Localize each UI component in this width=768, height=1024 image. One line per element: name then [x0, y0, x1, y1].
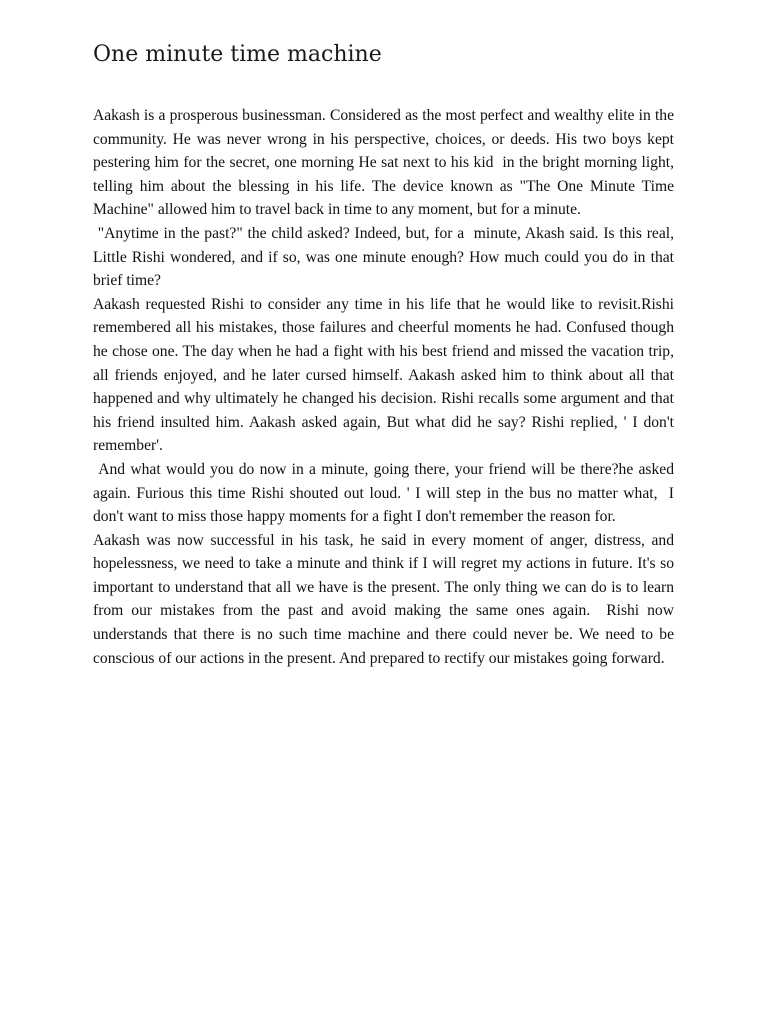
story-paragraph: Aakash was now successful in his task, he said in every moment of anger, distress, and hopelessness, we need to take a minute and think if I will regret my actions in future. It's so important to understand that all we have is the present. The only thing we can do is to learn from our mistakes from the past and avoid making the same ones again. Rishi now understands that there is no such time machine and there could never be. We need to be conscious of our actions in the present. And prepared to rectify our mistakes going forward. — [93, 531, 678, 667]
story-paragraph: "Anytime in the past?" the child asked? Indeed, but, for a minute, Akash said. Is this real, Little Rishi wondered, and if so, was one minute enough? How much could you do in that brief time? — [93, 224, 678, 290]
story-paragraph: Aakash requested Rishi to consider any time in his life that he would like to revisit.Rishi remembered all his mistakes, those failures and cheerful moments he had. Confused though he chose one. The day when he had a fight with his best friend and missed the vacation trip, all friends enjoyed, and he later cursed himself. Aakash asked him to think about all that happened and why ultimately he changed his decision. Rishi recalls some argument and that his friend insulted him. Aakash asked again, But what did he say? Rishi replied, ' I don't remember'. — [93, 295, 678, 455]
story-body — [93, 104, 678, 670]
story-paragraph: And what would you do now in a minute, going there, your friend will be there?he asked again. Furious this time Rishi shouted out loud. ' I will step in the bus no matter what, I don't want to miss those happy moments for a fight I don't remember the reason for. — [93, 460, 678, 526]
story-paragraph: Aakash is a prosperous businessman. Considered as the most perfect and wealthy elite in the community. He was never wrong in his perspective, choices, or deeds. His two boys kept pestering him for the secret, one morning He sat next to his kid in the bright morning light, telling him about the blessing in his life. The device known as "The One Minute Time Machine" allowed him to travel back in time to any moment, but for a minute. — [93, 107, 678, 219]
document-title: One minute time machine — [93, 42, 382, 67]
